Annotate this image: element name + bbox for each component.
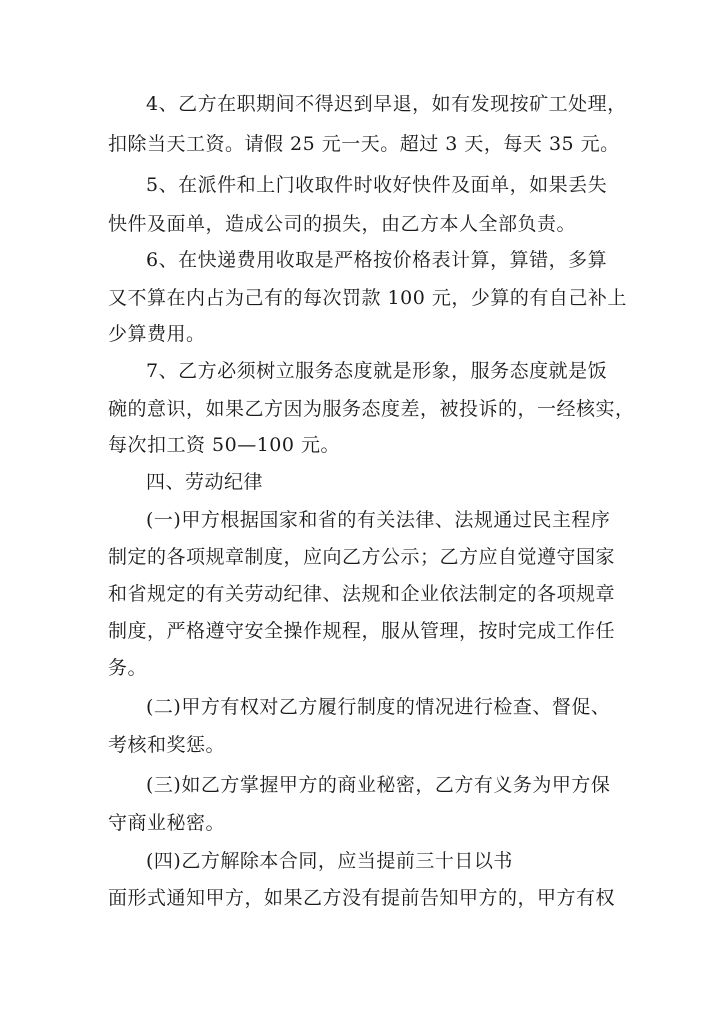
item-4-line-2: 面形式通知甲方，如果乙方没有提前告知甲方的，甲方有权: [108, 887, 616, 909]
item-1-line-5: 务。: [108, 657, 148, 679]
item-2-line-1: (二)甲方有权对乙方履行制度的情况进行检查、督促、: [146, 696, 611, 718]
item-1-line-2: 制定的各项规章制度，应向乙方公示；乙方应自觉遵守国家: [108, 546, 616, 568]
clause-7-line-3: 每次扣工资 50—100 元。: [108, 434, 341, 456]
item-3-line-1: (三)如乙方掌握甲方的商业秘密，乙方有义务为甲方保: [146, 774, 611, 796]
clause-7-line-1: 7、乙方必须树立服务态度就是形象，服务态度就是饭: [146, 360, 608, 382]
clause-7-line-2: 碗的意识，如果乙方因为服务态度差，被投诉的，一经核实，: [108, 398, 635, 420]
clause-5-line-2: 快件及面单，造成公司的损失，由乙方本人全部负责。: [108, 213, 577, 235]
item-2-line-2: 考核和奖惩。: [108, 734, 226, 756]
clause-6-line-3: 少算费用。: [108, 323, 206, 345]
clause-5-line-1: 5、在派件和上门收取件时收好快件及面单，如果丢失: [146, 174, 608, 196]
item-1-line-3: 和省规定的有关劳动纪律、法规和企业依法制定的各项规章: [108, 583, 616, 605]
item-3-line-2: 守商业秘密。: [108, 812, 226, 834]
clause-6-line-2: 又不算在内占为己有的每次罚款 100 元，少算的有自己补上: [108, 287, 627, 309]
item-4-line-1: (四)乙方解除本合同，应当提前三十日以书: [146, 850, 513, 872]
clause-4-line-2: 扣除当天工资。请假 25 元一天。超过 3 天，每天 35 元。: [108, 133, 620, 155]
clause-4-line-1: 4、乙方在职期间不得迟到早退，如有发现按矿工处理，: [146, 93, 627, 115]
item-1-line-1: (一)甲方根据国家和省的有关法律、法规通过民主程序: [146, 509, 611, 531]
item-1-line-4: 制度，严格遵守安全操作规程，服从管理，按时完成工作任: [108, 620, 616, 642]
section-heading-labor-discipline: 四、劳动纪律: [146, 471, 264, 493]
clause-6-line-1: 6、在快递费用收取是严格按价格表计算，算错，多算: [146, 249, 608, 271]
